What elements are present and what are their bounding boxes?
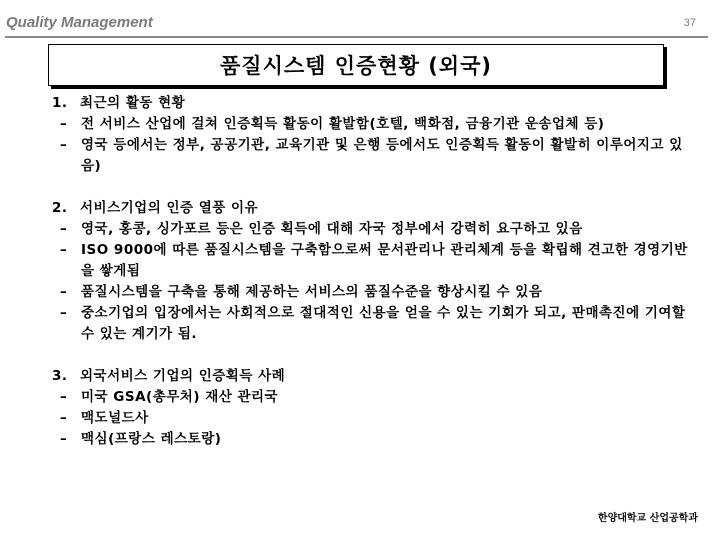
section-1 — [52, 93, 692, 177]
list-item — [52, 219, 692, 240]
section-number: 2. — [52, 200, 68, 216]
section-number: 3. — [52, 368, 68, 384]
slide-content — [52, 93, 692, 471]
dash-bullet: – — [60, 305, 68, 321]
dash-bullet: – — [60, 431, 68, 447]
list-item — [52, 282, 692, 303]
list-item-text: 품질시스템을 구축을 통해 제공하는 서비스의 품질수준을 향상시킬 수 있음 — [81, 284, 543, 300]
section-title: 서비스기업의 인증 열풍 이유 — [80, 200, 259, 216]
list-item — [52, 303, 692, 345]
dash-bullet: – — [60, 389, 68, 405]
section-heading — [52, 93, 692, 114]
header-divider — [5, 36, 708, 38]
list-item-text: 영국, 홍콩, 싱가포르 등은 인증 획득에 대해 자국 정부에서 강력히 요구하고 있음 — [81, 221, 583, 237]
list-item — [52, 135, 692, 177]
footer-institution: 한양대학교 산업공학과 — [597, 513, 698, 524]
dash-bullet: – — [60, 410, 68, 426]
list-item-text: 맥심(프랑스 레스토랑) — [81, 431, 222, 447]
section-heading — [52, 366, 692, 387]
list-item — [52, 429, 692, 450]
list-item-text: 영국 등에서는 정부, 공공기관, 교육기관 및 은행 등에서도 인증획득 활동이 활발히 이루어지고 있음) — [81, 137, 683, 174]
dash-bullet: – — [60, 137, 68, 153]
list-item-text: 전 서비스 산업에 걸쳐 인증획득 활동이 활발함(호텔, 백화점, 금융기관 운송업체 등) — [81, 116, 605, 132]
list-item-text: 중소기업의 입장에서는 사회적으로 절대적인 신용을 얻을 수 있는 기회가 되고, 판매촉진에 기여할 수 있는 계기가 됨. — [81, 305, 686, 342]
header-title: Quality Management — [6, 14, 153, 31]
section-number: 1. — [52, 95, 68, 111]
section-3 — [52, 366, 692, 450]
slide-title-box — [48, 44, 664, 86]
list-item — [52, 114, 692, 135]
dash-bullet: – — [60, 221, 68, 237]
dash-bullet: – — [60, 242, 68, 258]
page-number: 37 — [683, 17, 696, 29]
list-item — [52, 240, 692, 282]
dash-bullet: – — [60, 284, 68, 300]
slide-title: 품질시스템 인증현황 (외국) — [220, 54, 492, 78]
list-item — [52, 408, 692, 429]
section-2 — [52, 198, 692, 345]
section-title: 최근의 활동 현황 — [80, 95, 186, 111]
section-title: 외국서비스 기업의 인증획득 사례 — [80, 368, 286, 384]
list-item — [52, 387, 692, 408]
dash-bullet: – — [60, 116, 68, 132]
list-item-text: 맥도널드사 — [81, 410, 149, 426]
list-item-text: 미국 GSA(총무처) 재산 관리국 — [81, 389, 279, 405]
list-item-text: ISO 9000에 따른 품질시스템을 구축함으로써 문서관리나 관리체계 등을 확립해 견고한 경영기반을 쌓게됨 — [81, 242, 688, 279]
section-heading — [52, 198, 692, 219]
